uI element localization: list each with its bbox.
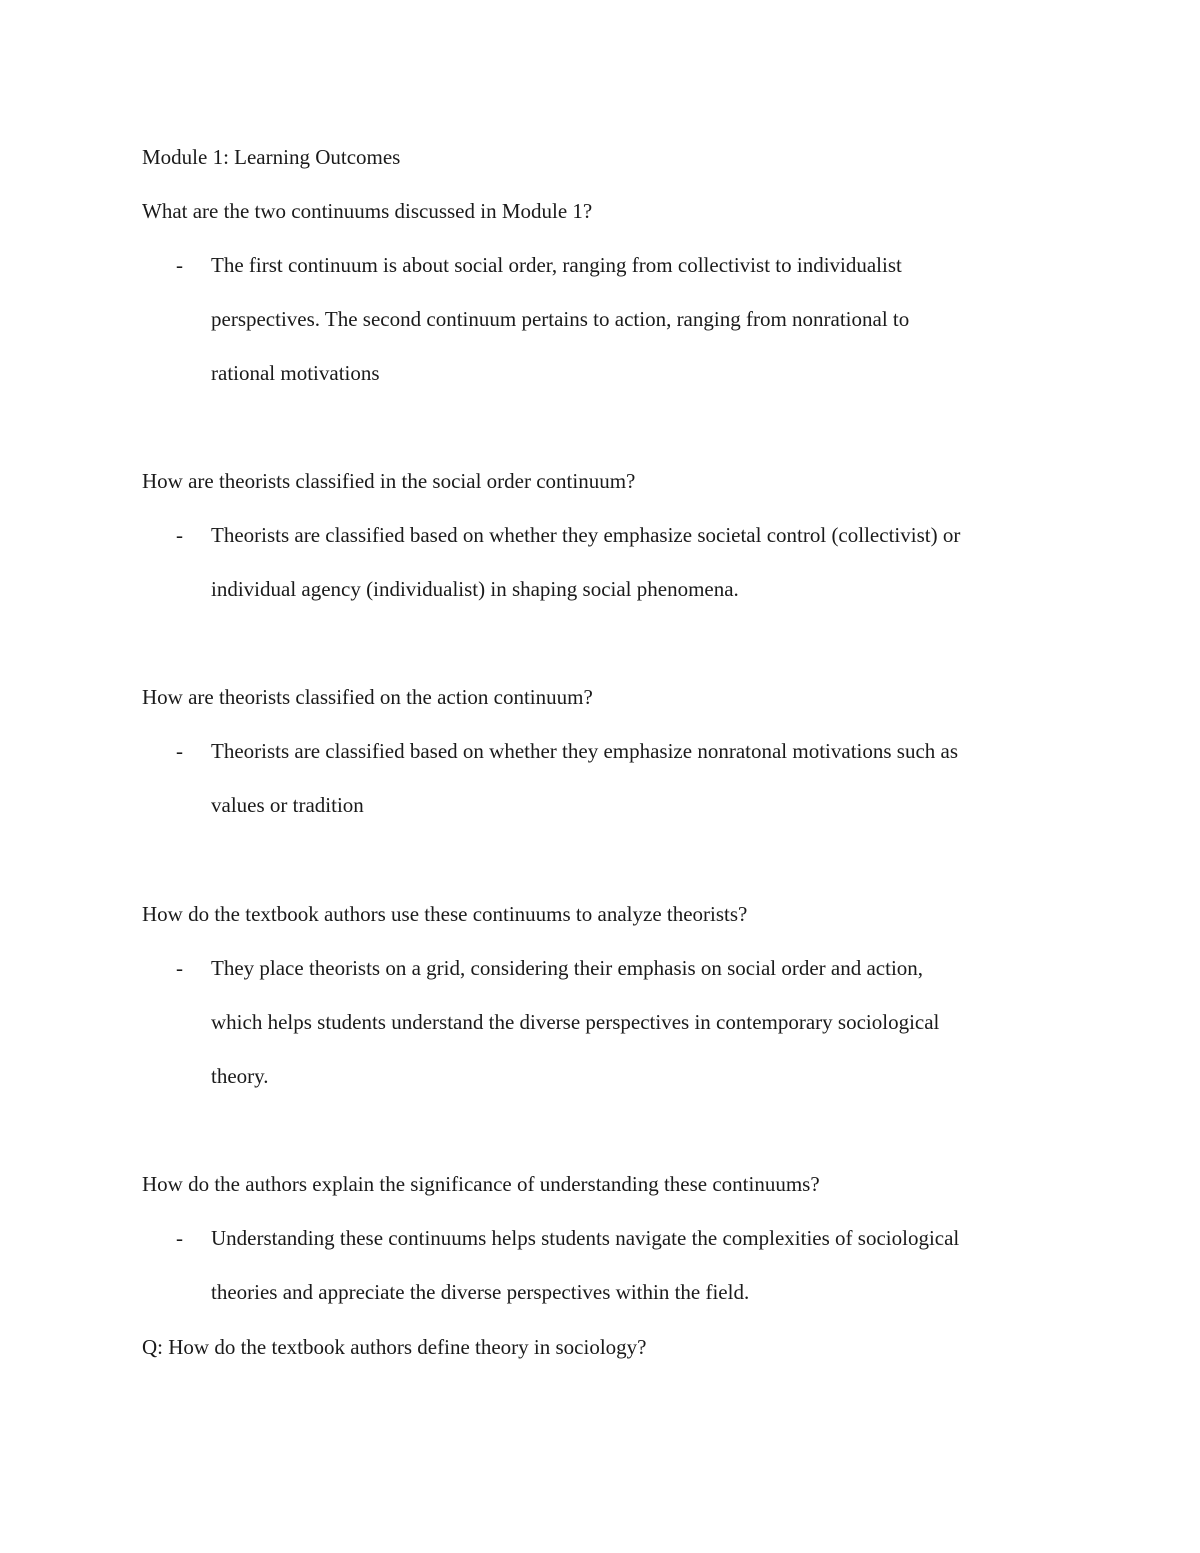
answer-3-line-1: Theorists are classified based on whether they emphasize nonratonal motivations such as [211, 739, 959, 763]
bullet-marker: - [176, 956, 183, 980]
question-3: How are theorists classified on the action continuum? [142, 685, 593, 709]
answer-1-line-2: perspectives. The second continuum pertains to action, ranging from nonrational to [211, 307, 910, 331]
bullet-marker: - [176, 523, 183, 547]
answer-1-line-1: The first continuum is about social order, ranging from collectivist to individualist [211, 253, 902, 277]
bullet-marker: - [176, 253, 183, 277]
answer-1-line-3: rational motivations [211, 361, 380, 385]
answer-3-line-2: values or tradition [211, 793, 364, 817]
question-2: How are theorists classified in the social order continuum? [142, 469, 636, 493]
question-1: What are the two continuums discussed in Module 1? [142, 199, 593, 223]
answer-4-line-1: They place theorists on a grid, considering their emphasis on social order and action, [211, 956, 924, 980]
bullet-marker: - [176, 739, 183, 763]
bullet-marker: - [176, 1226, 183, 1250]
question-5: How do the authors explain the significance of understanding these continuums? [142, 1172, 820, 1196]
question-4: How do the textbook authors use these continuums to analyze theorists? [142, 902, 748, 926]
answer-4-line-3: theory. [211, 1064, 269, 1088]
answer-4-line-2: which helps students understand the diverse perspectives in contemporary sociological [211, 1010, 940, 1034]
final-question: Q: How do the textbook authors define theory in sociology? [142, 1335, 647, 1359]
document-title: Module 1: Learning Outcomes [142, 145, 401, 169]
answer-5-line-1: Understanding these continuums helps students navigate the complexities of sociological [211, 1226, 960, 1250]
answer-2-line-1: Theorists are classified based on whether they emphasize societal control (collectivist) or [211, 523, 961, 547]
answer-2-line-2: individual agency (individualist) in shaping social phenomena. [211, 577, 739, 601]
answer-5-line-2: theories and appreciate the diverse perspectives within the field. [211, 1280, 750, 1304]
